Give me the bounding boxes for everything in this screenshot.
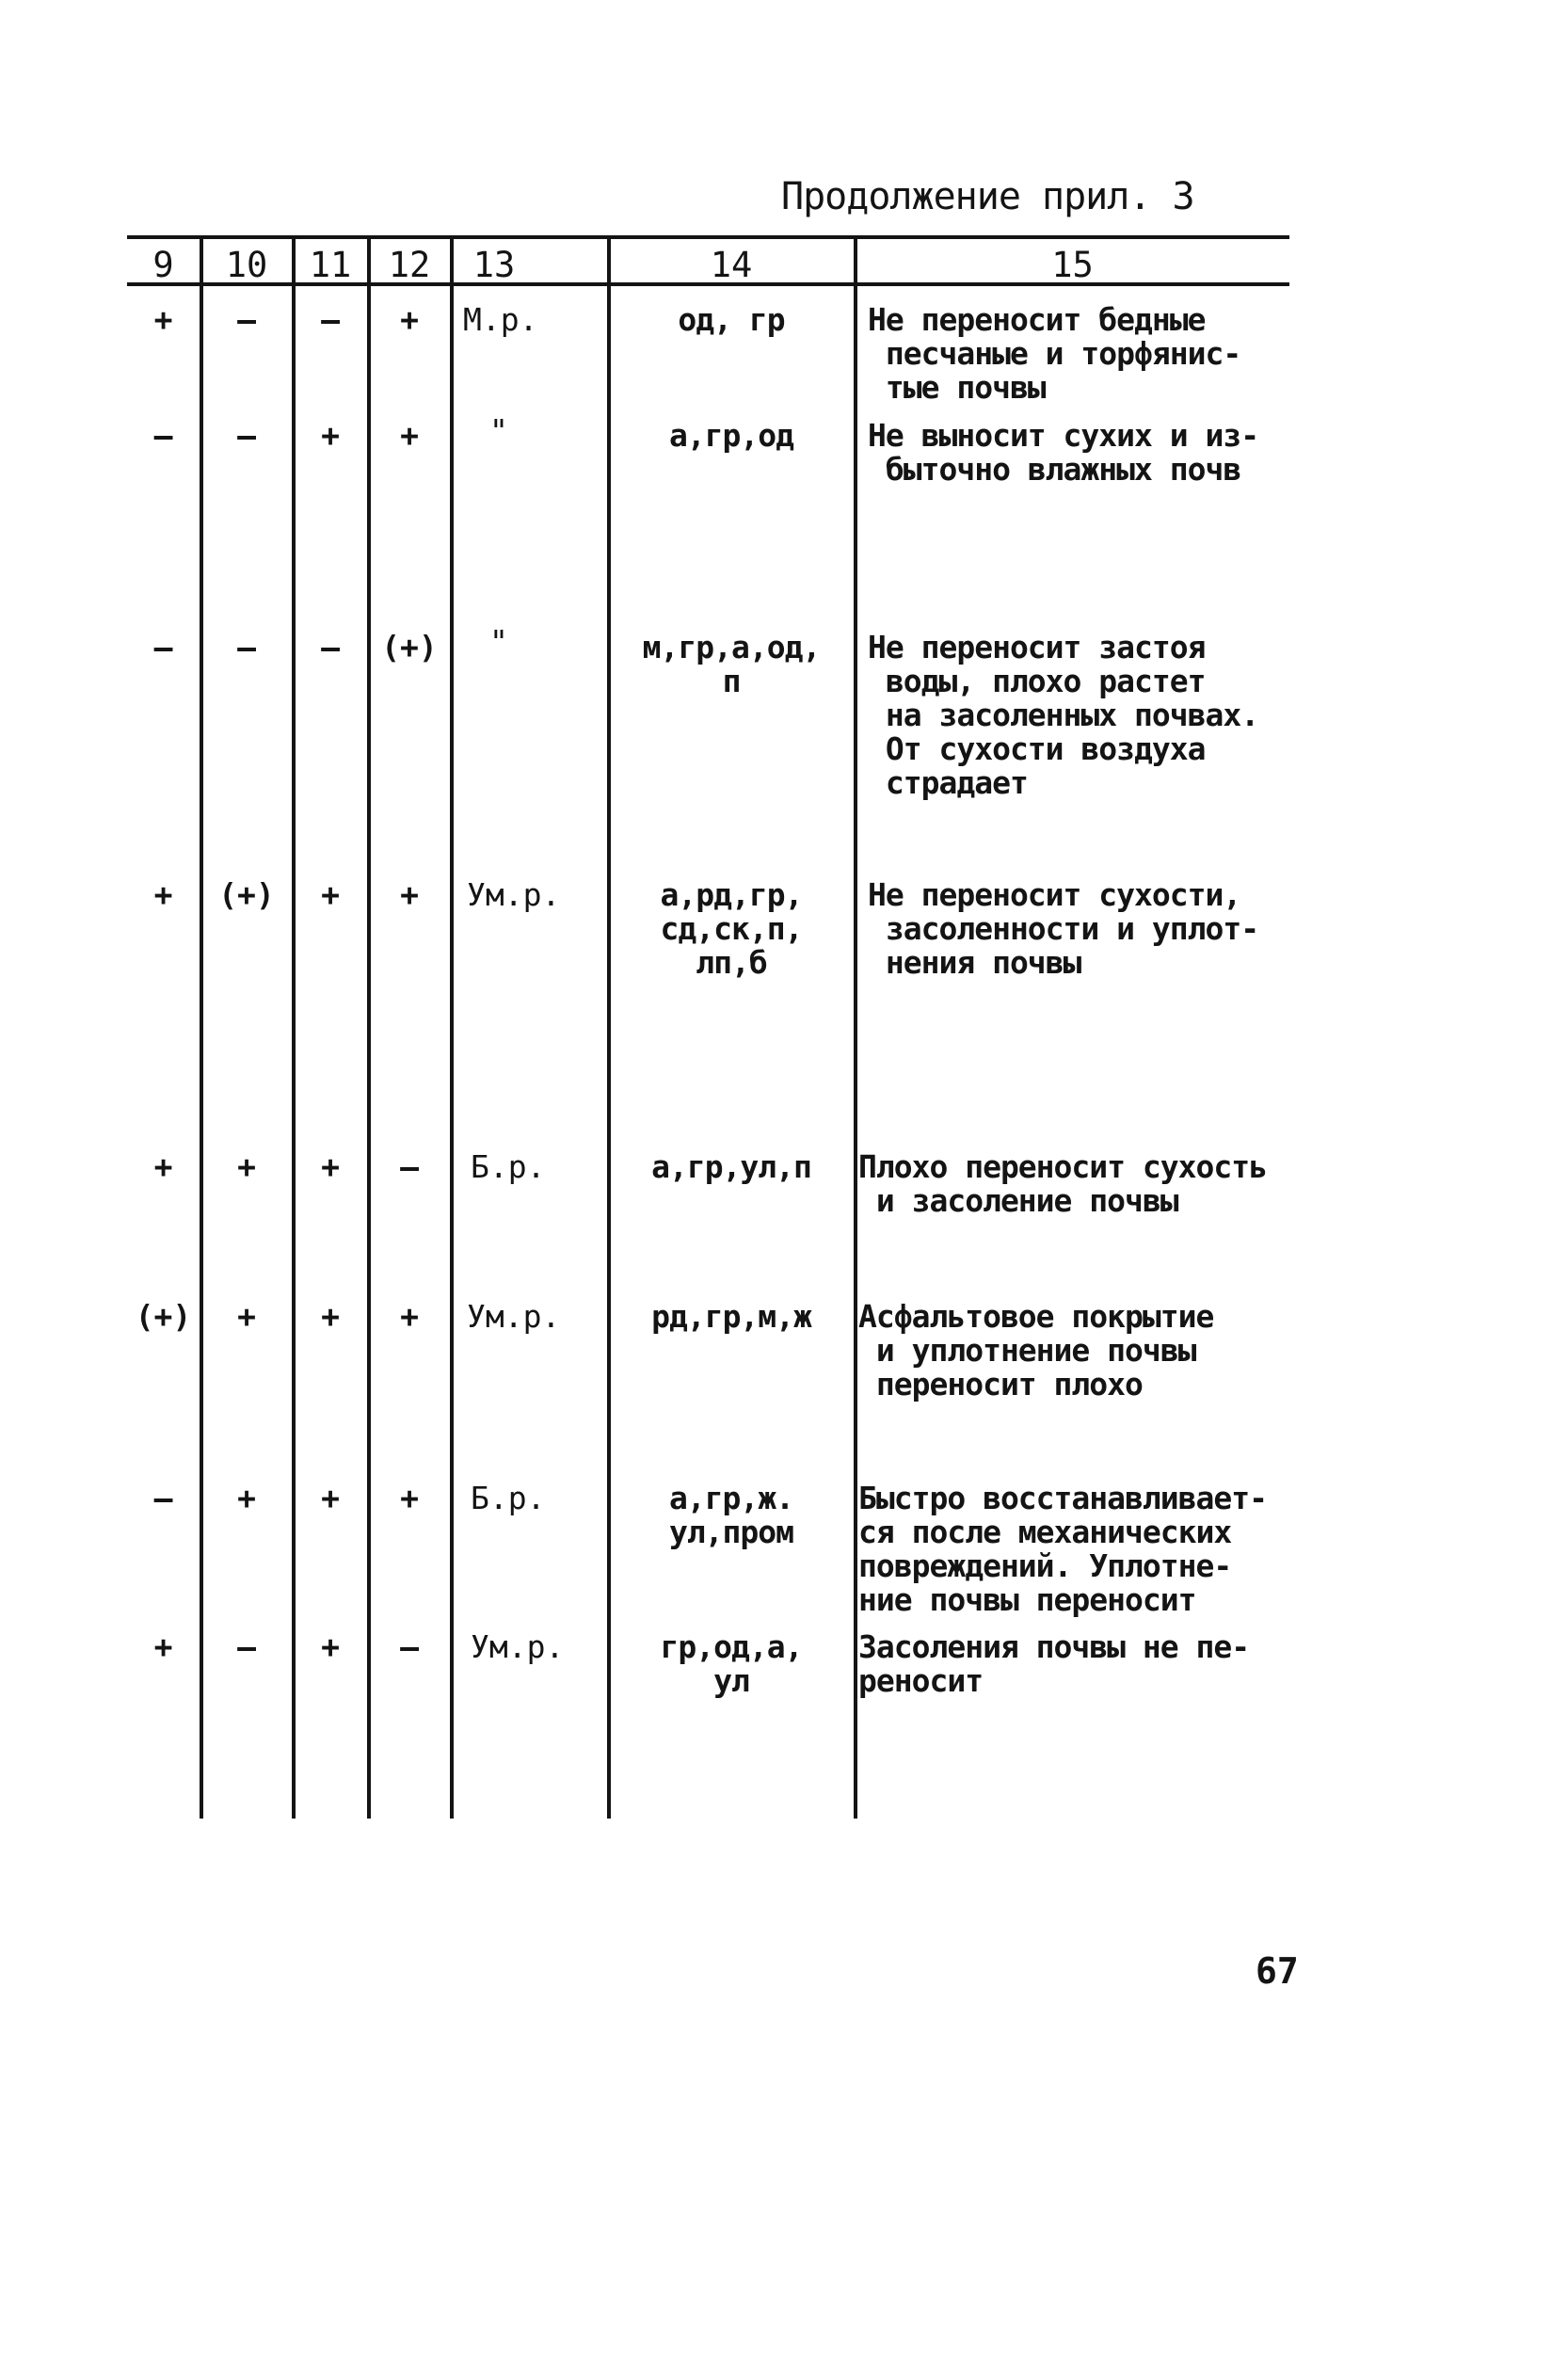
cell-col-9: (+): [135, 1298, 192, 1335]
cell-col-12: +: [400, 301, 419, 338]
cell-col-15: Не переносит бедные песчаные и торфянис- тые почвы: [868, 301, 1241, 406]
cell-col-14: а,гр,ж. ул,пром: [668, 1480, 794, 1550]
cell-col-10: +: [237, 1298, 256, 1335]
column-divider: [450, 237, 454, 1819]
cell-col-14: од, гр: [678, 301, 785, 338]
column-divider: [854, 237, 857, 1819]
cell-col-12: (+): [381, 629, 438, 665]
cell-col-10: +: [237, 1148, 256, 1185]
cell-col-13: Б.р.: [471, 1148, 546, 1185]
cell-col-9: –: [153, 1480, 173, 1516]
cell-col-12: +: [400, 417, 419, 454]
cell-col-13: Ум.р.: [467, 876, 561, 913]
cell-col-12: –: [400, 1148, 419, 1185]
cell-col-15: Асфальтовое покрытие и уплотнение почвы переносит плохо: [858, 1298, 1214, 1402]
header-col-10: 10: [225, 245, 268, 285]
cell-col-10: (+): [218, 876, 275, 913]
cell-col-13: М.р.: [463, 301, 538, 338]
cell-col-11: +: [321, 417, 340, 454]
cell-col-13: Ум.р.: [471, 1628, 565, 1665]
cell-col-9: +: [153, 301, 173, 338]
cell-col-10: –: [237, 417, 256, 454]
cell-col-12: –: [400, 1628, 419, 1665]
cell-col-12: +: [400, 876, 419, 913]
cell-col-10: +: [237, 1480, 256, 1516]
column-divider: [607, 237, 611, 1819]
header-col-15: 15: [1051, 245, 1094, 285]
cell-col-11: –: [321, 629, 340, 665]
column-divider: [292, 237, 296, 1819]
cell-col-11: –: [321, 301, 340, 338]
cell-col-14: рд,гр,м,ж: [651, 1298, 811, 1335]
header-col-12: 12: [388, 245, 431, 285]
cell-col-13: ": [489, 412, 508, 449]
cell-col-11: +: [321, 1628, 340, 1665]
cell-col-12: +: [400, 1298, 419, 1335]
header-col-11: 11: [309, 245, 352, 285]
cell-col-15: Плохо переносит сухость и засоление почвы: [858, 1148, 1267, 1219]
cell-col-14: м,гр,а,од, п: [642, 629, 821, 699]
cell-col-15: Засоления почвы не пе- реносит: [858, 1628, 1250, 1699]
cell-col-9: +: [153, 1628, 173, 1665]
cell-col-14: а,рд,гр, сд,ск,п, лп,б: [660, 876, 803, 981]
cell-col-13: ": [489, 623, 508, 660]
header-col-14: 14: [710, 245, 753, 285]
cell-col-11: +: [321, 1480, 340, 1516]
column-divider: [200, 237, 203, 1819]
cell-col-13: Б.р.: [471, 1480, 546, 1516]
cell-col-13: Ум.р.: [467, 1298, 561, 1335]
cell-col-9: –: [153, 629, 173, 665]
cell-col-12: +: [400, 1480, 419, 1516]
cell-col-9: –: [153, 417, 173, 454]
cell-col-14: а,гр,од: [668, 417, 794, 454]
cell-col-11: +: [321, 1298, 340, 1335]
header-col-13: 13: [472, 245, 516, 285]
cell-col-11: +: [321, 1148, 340, 1185]
table-top-rule: [127, 235, 1289, 239]
cell-col-11: +: [321, 876, 340, 913]
page-number: 67: [1256, 1950, 1299, 1992]
cell-col-14: а,гр,ул,п: [651, 1148, 811, 1185]
cell-col-9: +: [153, 876, 173, 913]
column-divider: [367, 237, 371, 1819]
cell-col-10: –: [237, 1628, 256, 1665]
cell-col-15: Быстро восстанавливает- ся после механических повреждений. Уплотне- ние почвы переносит: [858, 1480, 1267, 1618]
cell-col-14: гр,од,а, ул: [660, 1628, 803, 1699]
continuation-header: Продолжение прил. 3: [781, 175, 1194, 218]
cell-col-10: –: [237, 301, 256, 338]
header-col-9: 9: [152, 245, 174, 285]
cell-col-9: +: [153, 1148, 173, 1185]
cell-col-10: –: [237, 629, 256, 665]
cell-col-15: Не переносит сухости, засоленности и уплот- нения почвы: [868, 876, 1259, 981]
cell-col-15: Не переносит застоя воды, плохо растет на засоленных почвах. От сухости воздуха страдает: [868, 629, 1259, 801]
cell-col-15: Не выносит сухих и из- быточно влажных почв: [868, 417, 1259, 488]
